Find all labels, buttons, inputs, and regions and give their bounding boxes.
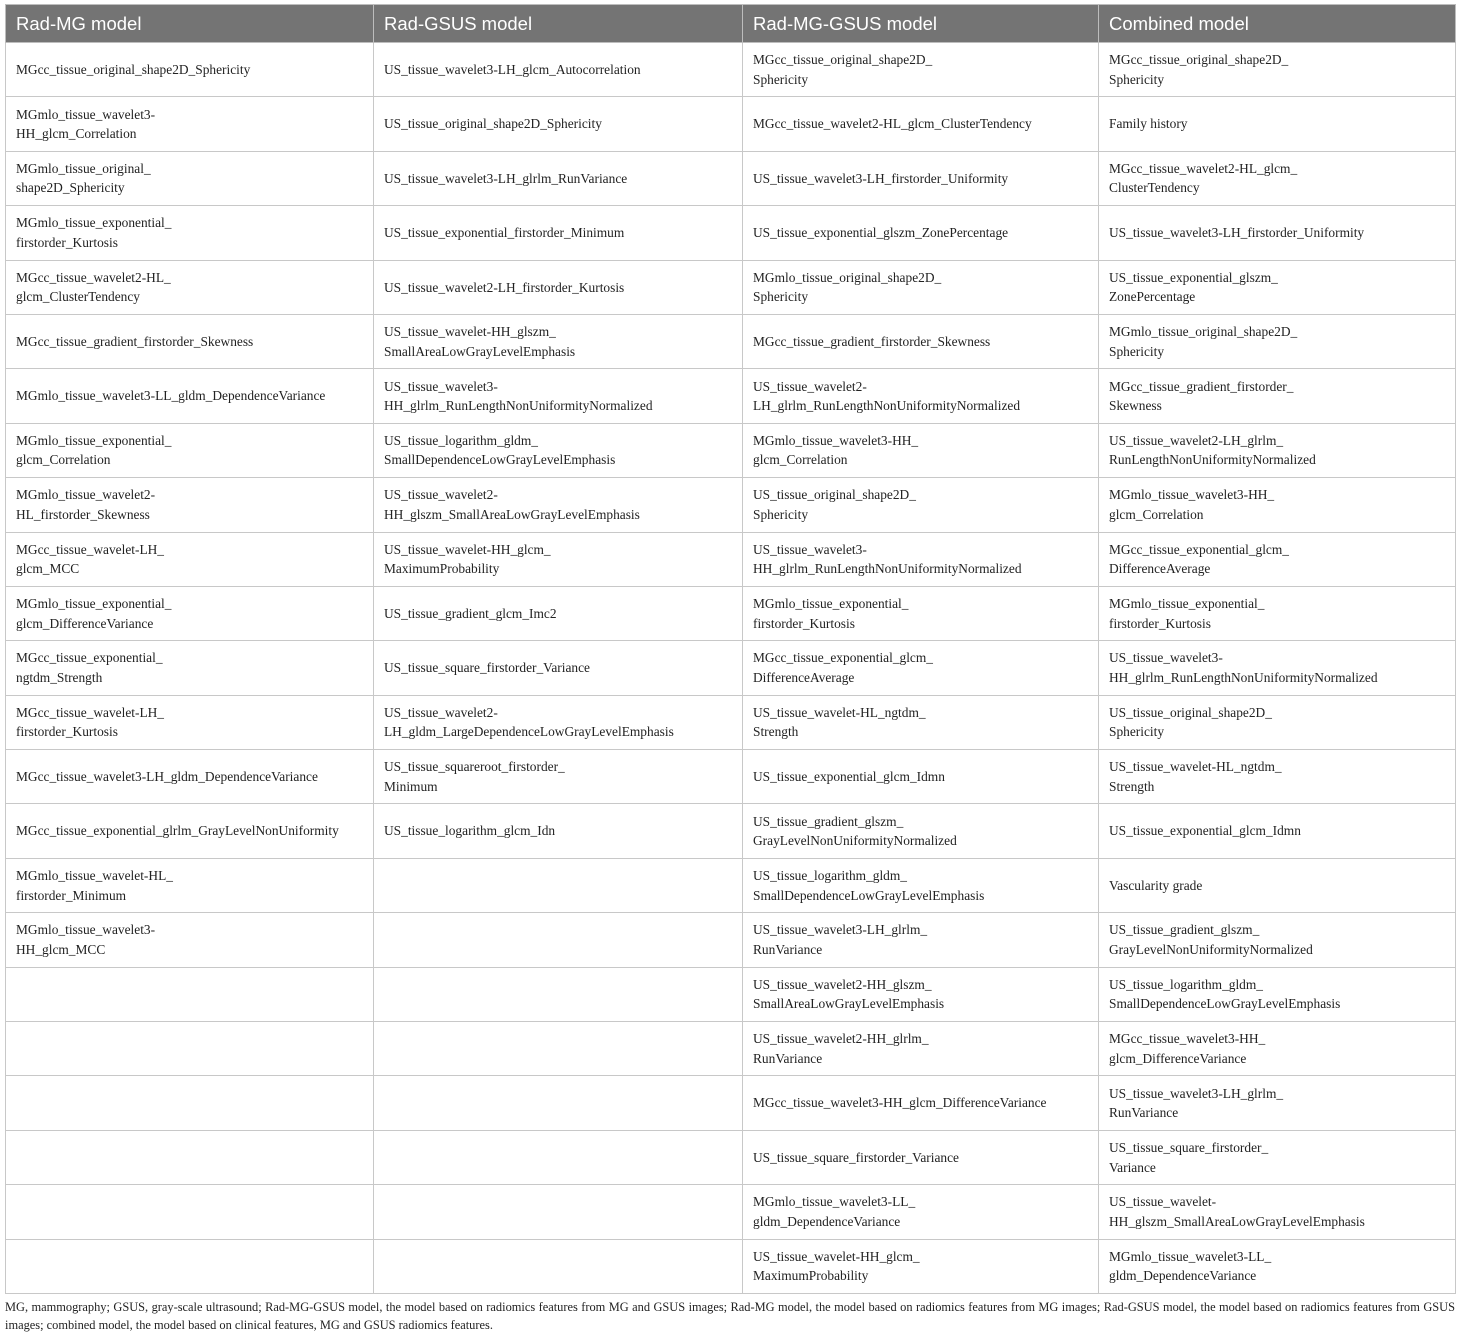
table-cell-rad-mg [6,967,374,1021]
table-row [6,1076,1456,1130]
table-cell-combined: US_tissue_wavelet-HL_ngtdm_ Strength [1099,750,1456,804]
table-cell-combined: MGcc_tissue_exponential_glcm_ DifferenceAverage [1099,532,1456,586]
table-cell-rad-mg [6,1239,374,1293]
table-cell-rad-mg: MGcc_tissue_wavelet3-LH_gldm_DependenceVariance [6,750,374,804]
table-row [6,206,1456,260]
table-cell-rad-gsus: US_tissue_gradient_glcm_Imc2 [374,586,743,640]
table-cell-combined: MGcc_tissue_wavelet2-HL_glcm_ ClusterTendency [1099,151,1456,205]
table-cell-rad-mg: MGmlo_tissue_wavelet3- HH_glcm_MCC [6,913,374,967]
table-footnote: MG, mammography; GSUS, gray-scale ultrasound; Rad-MG-GSUS model, the model based on radiomics features from MG and GSUS images; Rad-MG model, the model based on radiomics features from MG images; Rad-GSUS model, the model based on radiomics features from GSUS images; combined model, the model based on clinical features, MG and GSUS radiomics features. [5,1300,1455,1332]
table-cell-combined: US_tissue_wavelet3-LH_glrlm_ RunVariance [1099,1076,1456,1130]
table-cell-rad-gsus [374,858,743,912]
table-cell-rad-mg-gsus: MGmlo_tissue_wavelet3-HH_ glcm_Correlation [743,423,1099,477]
table-cell-rad-gsus [374,1130,743,1184]
header-rad-gsus-model: Rad-GSUS model [374,5,743,43]
table-cell-rad-gsus [374,1239,743,1293]
table-row [6,586,1456,640]
table-row [6,151,1456,205]
table-cell-rad-gsus: US_tissue_wavelet3- HH_glrlm_RunLengthNonUniformityNormalized [374,369,743,423]
table-cell-rad-mg-gsus: US_tissue_square_firstorder_Variance [743,1130,1099,1184]
table-cell-rad-mg-gsus: MGcc_tissue_exponential_glcm_ DifferenceAverage [743,641,1099,695]
table-cell-rad-mg-gsus: US_tissue_logarithm_gldm_ SmallDependenceLowGrayLevelEmphasis [743,858,1099,912]
table-row [6,750,1456,804]
table-cell-rad-gsus: US_tissue_logarithm_gldm_ SmallDependenceLowGrayLevelEmphasis [374,423,743,477]
table-cell-rad-mg-gsus: US_tissue_wavelet2-HH_glrlm_ RunVariance [743,1022,1099,1076]
table-cell-rad-gsus: US_tissue_exponential_firstorder_Minimum [374,206,743,260]
table-cell-rad-mg-gsus: US_tissue_exponential_glszm_ZonePercentage [743,206,1099,260]
table-cell-rad-mg: MGmlo_tissue_exponential_ glcm_Correlation [6,423,374,477]
table-body [6,43,1456,1294]
header-row [6,5,1456,43]
table-cell-rad-mg-gsus: US_tissue_wavelet3- HH_glrlm_RunLengthNonUniformityNormalized [743,532,1099,586]
table-cell-combined: US_tissue_square_firstorder_ Variance [1099,1130,1456,1184]
table-cell-combined: US_tissue_exponential_glszm_ ZonePercentage [1099,260,1456,314]
table-cell-rad-gsus: US_tissue_wavelet2- HH_glszm_SmallAreaLowGrayLevelEmphasis [374,478,743,532]
table-cell-rad-mg: MGcc_tissue_original_shape2D_Sphericity [6,43,374,97]
table-cell-rad-mg-gsus: US_tissue_wavelet-HL_ngtdm_ Strength [743,695,1099,749]
table-cell-rad-mg: MGmlo_tissue_exponential_ firstorder_Kurtosis [6,206,374,260]
table-cell-rad-mg-gsus: MGcc_tissue_original_shape2D_ Sphericity [743,43,1099,97]
header-rad-mg-gsus-model: Rad-MG-GSUS model [743,5,1099,43]
table-cell-rad-mg-gsus: US_tissue_wavelet2- LH_glrlm_RunLengthNonUniformityNormalized [743,369,1099,423]
table-row [6,369,1456,423]
table-cell-rad-mg: MGmlo_tissue_wavelet3- HH_glcm_Correlation [6,97,374,151]
table-cell-rad-mg: MGmlo_tissue_original_ shape2D_Sphericity [6,151,374,205]
table-cell-rad-mg: MGcc_tissue_exponential_glrlm_GrayLevelNonUniformity [6,804,374,858]
table-header [6,5,1456,43]
table-cell-combined: Family history [1099,97,1456,151]
table-row [6,913,1456,967]
table-cell-combined: US_tissue_wavelet3- HH_glrlm_RunLengthNonUniformityNormalized [1099,641,1456,695]
table-cell-rad-mg-gsus: MGcc_tissue_wavelet3-HH_glcm_DifferenceVariance [743,1076,1099,1130]
table-cell-combined: Vascularity grade [1099,858,1456,912]
table-cell-rad-gsus: US_tissue_wavelet-HH_glszm_ SmallAreaLowGrayLevelEmphasis [374,314,743,368]
table-cell-rad-mg: MGcc_tissue_wavelet-LH_ firstorder_Kurtosis [6,695,374,749]
table-cell-rad-mg-gsus: US_tissue_original_shape2D_ Sphericity [743,478,1099,532]
table-row [6,314,1456,368]
table-cell-combined: MGcc_tissue_wavelet3-HH_ glcm_DifferenceVariance [1099,1022,1456,1076]
table-cell-combined: MGcc_tissue_gradient_firstorder_ Skewness [1099,369,1456,423]
table-cell-rad-mg-gsus: US_tissue_wavelet-HH_glcm_ MaximumProbability [743,1239,1099,1293]
table-row [6,478,1456,532]
table-cell-rad-gsus [374,1185,743,1239]
table-cell-rad-mg-gsus: US_tissue_wavelet3-LH_glrlm_ RunVariance [743,913,1099,967]
table-cell-rad-gsus: US_tissue_wavelet2- LH_gldm_LargeDependenceLowGrayLevelEmphasis [374,695,743,749]
table-cell-combined: MGmlo_tissue_wavelet3-LL_ gldm_DependenceVariance [1099,1239,1456,1293]
table-row [6,858,1456,912]
table-row [6,641,1456,695]
table-cell-combined: US_tissue_gradient_glszm_ GrayLevelNonUniformityNormalized [1099,913,1456,967]
table-cell-rad-gsus [374,967,743,1021]
table-cell-combined: MGmlo_tissue_exponential_ firstorder_Kurtosis [1099,586,1456,640]
table-row [6,804,1456,858]
table-row [6,1022,1456,1076]
table-cell-rad-mg: MGcc_tissue_wavelet-LH_ glcm_MCC [6,532,374,586]
table-cell-combined: US_tissue_logarithm_gldm_ SmallDependenceLowGrayLevelEmphasis [1099,967,1456,1021]
table-row [6,97,1456,151]
table-cell-rad-mg-gsus: MGmlo_tissue_wavelet3-LL_ gldm_DependenceVariance [743,1185,1099,1239]
table-cell-rad-mg [6,1130,374,1184]
table-row [6,532,1456,586]
table-cell-rad-mg: MGmlo_tissue_wavelet2- HL_firstorder_Skewness [6,478,374,532]
table-row [6,260,1456,314]
table-cell-rad-mg: MGcc_tissue_exponential_ ngtdm_Strength [6,641,374,695]
header-combined-model: Combined model [1099,5,1456,43]
feature-table [5,4,1456,1294]
table-cell-rad-mg-gsus: MGmlo_tissue_original_shape2D_ Sphericity [743,260,1099,314]
table-cell-rad-mg: MGmlo_tissue_exponential_ glcm_DifferenceVariance [6,586,374,640]
feature-table-container [5,4,1455,1294]
table-cell-rad-gsus: US_tissue_wavelet3-LH_glrlm_RunVariance [374,151,743,205]
table-cell-combined: US_tissue_exponential_glcm_Idmn [1099,804,1456,858]
table-row [6,967,1456,1021]
table-cell-rad-mg-gsus: MGcc_tissue_gradient_firstorder_Skewness [743,314,1099,368]
table-cell-rad-gsus: US_tissue_wavelet3-LH_glcm_Autocorrelation [374,43,743,97]
table-row [6,1130,1456,1184]
table-cell-rad-gsus: US_tissue_original_shape2D_Sphericity [374,97,743,151]
table-cell-rad-mg: MGmlo_tissue_wavelet-HL_ firstorder_Minimum [6,858,374,912]
table-cell-combined: US_tissue_wavelet- HH_glszm_SmallAreaLowGrayLevelEmphasis [1099,1185,1456,1239]
table-cell-rad-gsus: US_tissue_wavelet-HH_glcm_ MaximumProbability [374,532,743,586]
table-row [6,1185,1456,1239]
table-cell-rad-mg [6,1022,374,1076]
table-cell-rad-gsus: US_tissue_square_firstorder_Variance [374,641,743,695]
table-cell-rad-mg-gsus: US_tissue_wavelet2-HH_glszm_ SmallAreaLowGrayLevelEmphasis [743,967,1099,1021]
table-cell-combined: US_tissue_original_shape2D_ Sphericity [1099,695,1456,749]
table-cell-combined: MGcc_tissue_original_shape2D_ Sphericity [1099,43,1456,97]
table-cell-rad-mg: MGcc_tissue_gradient_firstorder_Skewness [6,314,374,368]
table-cell-rad-gsus [374,1022,743,1076]
header-rad-mg-model: Rad-MG model [6,5,374,43]
table-cell-rad-mg-gsus: MGmlo_tissue_exponential_ firstorder_Kurtosis [743,586,1099,640]
table-row [6,1239,1456,1293]
table-cell-rad-gsus [374,913,743,967]
table-cell-rad-gsus [374,1076,743,1130]
table-cell-combined: US_tissue_wavelet2-LH_glrlm_ RunLengthNonUniformityNormalized [1099,423,1456,477]
table-cell-rad-mg: MGmlo_tissue_wavelet3-LL_gldm_DependenceVariance [6,369,374,423]
table-row [6,43,1456,97]
table-cell-rad-gsus: US_tissue_wavelet2-LH_firstorder_Kurtosis [374,260,743,314]
table-cell-rad-mg [6,1185,374,1239]
table-cell-combined: MGmlo_tissue_wavelet3-HH_ glcm_Correlation [1099,478,1456,532]
table-cell-rad-gsus: US_tissue_logarithm_glcm_Idn [374,804,743,858]
table-cell-rad-mg: MGcc_tissue_wavelet2-HL_ glcm_ClusterTendency [6,260,374,314]
table-cell-rad-mg-gsus: US_tissue_wavelet3-LH_firstorder_Uniformity [743,151,1099,205]
table-cell-combined: MGmlo_tissue_original_shape2D_ Sphericity [1099,314,1456,368]
table-row [6,423,1456,477]
table-row [6,695,1456,749]
table-cell-rad-mg-gsus: MGcc_tissue_wavelet2-HL_glcm_ClusterTendency [743,97,1099,151]
table-cell-rad-mg [6,1076,374,1130]
table-cell-combined: US_tissue_wavelet3-LH_firstorder_Uniformity [1099,206,1456,260]
table-cell-rad-mg-gsus: US_tissue_gradient_glszm_ GrayLevelNonUniformityNormalized [743,804,1099,858]
table-cell-rad-mg-gsus: US_tissue_exponential_glcm_Idmn [743,750,1099,804]
table-cell-rad-gsus: US_tissue_squareroot_firstorder_ Minimum [374,750,743,804]
